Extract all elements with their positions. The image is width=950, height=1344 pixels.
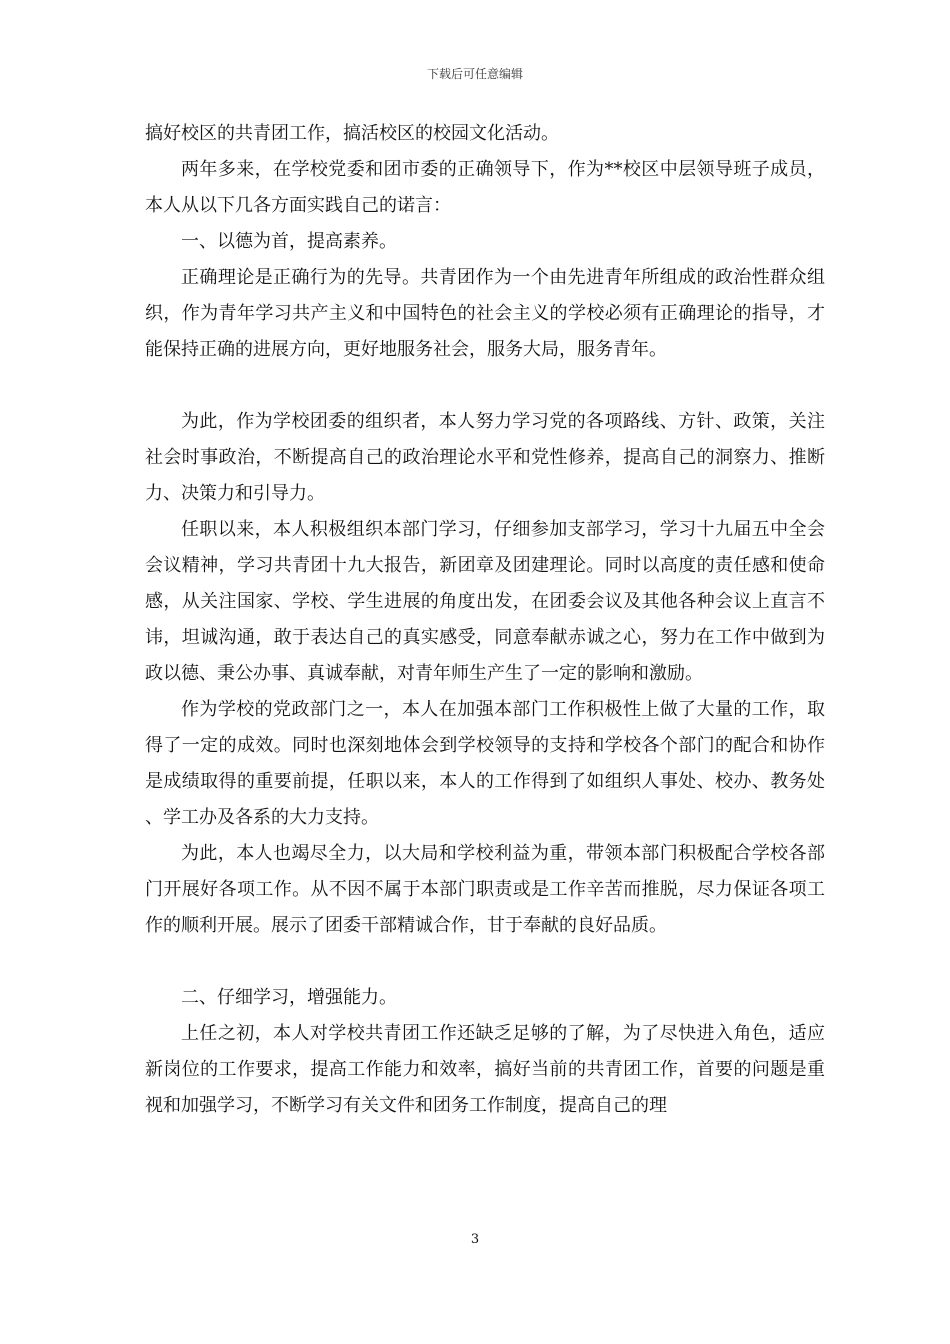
paragraph-department: 作为学校的党政部门之一，本人在加强本部门工作积极性上做了大量的工作，取得了一定的成效。同时也深刻地体会到学校领导的支持和学校各个部门的配合和协作是成绩取得的重要前提，任职以来，本人的工作得到了如组织人事处、校办、教务处、学工办及各系的大力支持。 xyxy=(145,699,825,828)
paragraph-cooperation: 为此，本人也竭尽全力，以大局和学校利益为重，带领本部门积极配合学校各部门开展好各项工作。从不因不属于本部门职责或是工作辛苦而推脱，尽力保证各项工作的顺利开展。展示了团委干部精诚合作，甘于奉献的良好品质。 xyxy=(145,843,825,936)
page-number: 3 xyxy=(470,1232,480,1247)
document-body xyxy=(145,116,825,1124)
paragraph-learning: 上任之初，本人对学校共青团工作还缺乏足够的了解，为了尽快进入角色，适应新岗位的工作要求，提高工作能力和效率，搞好当前的共青团工作，首要的问题是重视和加强学习，不断学习有关文件和团务工作制度，提高自己的理 xyxy=(145,1023,825,1116)
paragraph-organizer: 为此，作为学校团委的组织者，本人努力学习党的各项路线、方针、政策，关注社会时事政治，不断提高自己的政治理论水平和党性修养，提高自己的洞察力、推断力、决策力和引导力。 xyxy=(145,411,825,504)
section-heading-1: 一、以德为首，提高素养。 xyxy=(181,231,397,252)
paragraph-intro: 两年多来，在学校党委和团市委的正确领导下，作为**校区中层领导班子成员，本人从以下几各方面实践自己的诺言： xyxy=(145,159,825,216)
paragraph-continuation: 搞好校区的共青团工作，搞活校区的校园文化活动。 xyxy=(145,123,559,144)
page-header: 下载后可任意编辑 xyxy=(426,67,523,81)
paragraph-study: 任职以来，本人积极组织本部门学习，仔细参加支部学习，学习十九届五中全会会议精神，学习共青团十九大报告，新团章及团建理论。同时以高度的责任感和使命感，从关注国家、学校、学生进展的角度出发，在团委会议及其他各种会议上直言不讳，坦诚沟通，敢于表达自己的真实感受，同意奉献赤诚之心，努力在工作中做到为政以德、秉公办事、真诚奉献，对青年师生产生了一定的影响和激励。 xyxy=(145,519,825,684)
blank-line xyxy=(145,944,825,980)
blank-line xyxy=(145,368,825,404)
section-heading-2: 二、仔细学习，增强能力。 xyxy=(181,987,397,1008)
paragraph-theory: 正确理论是正确行为的先导。共青团作为一个由先进青年所组成的政治性群众组织，作为青年学习共产主义和中国特色的社会主义的学校必须有正确理论的指导，才能保持正确的进展方向，更好地服务社会，服务大局，服务青年。 xyxy=(145,267,825,360)
